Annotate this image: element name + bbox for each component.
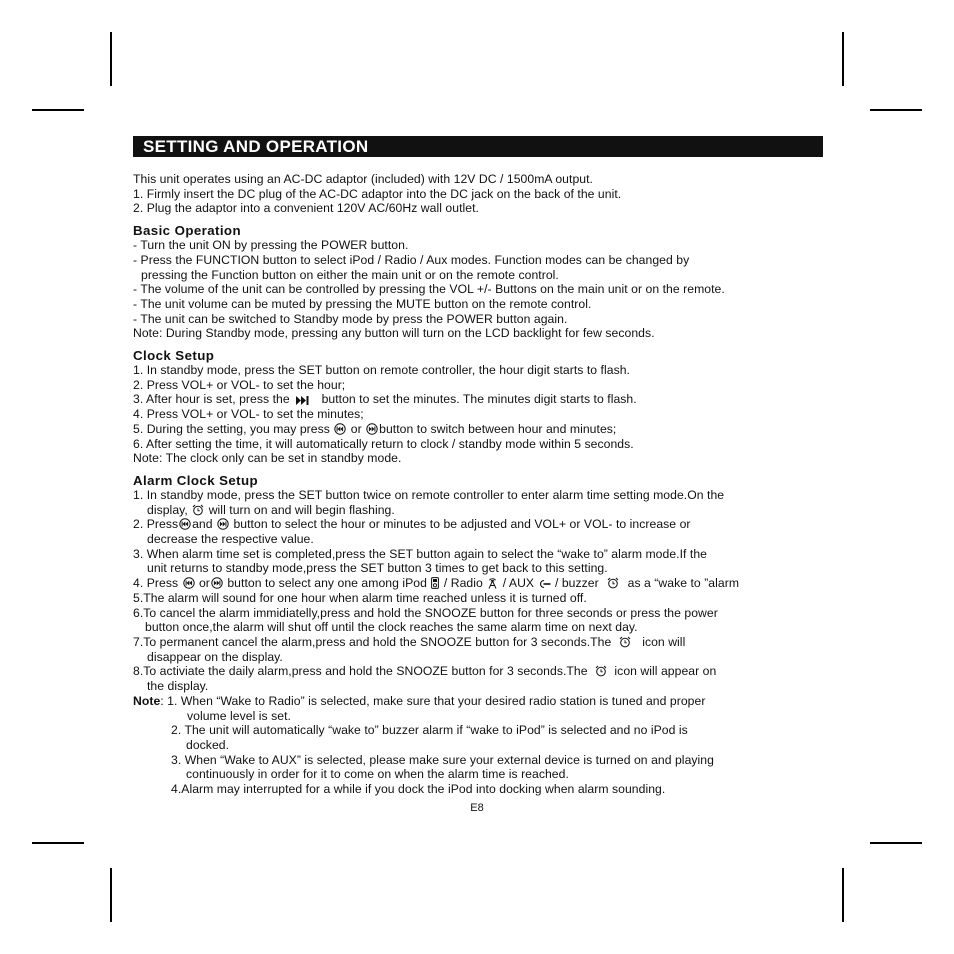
crop-mark-top-right-horizontal (870, 109, 922, 111)
alarm-line: decrease the respective value. (147, 532, 314, 547)
clock-text: button to switch between hour and minutes; (379, 421, 617, 436)
alarm-line (133, 635, 823, 650)
crop-mark-top-left-horizontal (32, 109, 84, 111)
alarm-text: display, (147, 502, 188, 517)
basic-line: pressing the Function button on either the main unit or on the remote control. (141, 267, 559, 282)
alarm-text: button to select any one among iPod (227, 576, 427, 591)
note-line: 2. The unit will automatically “wake to” buzzer alarm if “wake to iPod” is selected and no iPod is (171, 723, 688, 738)
skip-back-circle-icon (334, 423, 346, 435)
skip-forward-circle-icon (211, 577, 223, 589)
alarm-clock-icon (595, 665, 607, 677)
note-line: 3. When “Wake to AUX” is selected, please make sure your external device is turned on and playing (171, 752, 714, 767)
alarm-text: 7.To permanent cancel the alarm,press and hold the SNOOZE button for 3 seconds.The (133, 634, 612, 649)
crop-mark-bottom-right-vertical (842, 868, 844, 922)
basic-line: - Turn the unit ON by pressing the POWER button. (133, 238, 409, 253)
skip-forward-circle-icon (217, 518, 229, 530)
alarm-line (133, 517, 823, 532)
crop-mark-top-left-vertical (110, 32, 112, 86)
alarm-text: 8.To activiate the daily alarm,press and hold the SNOOZE button for 3 seconds.The (133, 664, 588, 679)
clock-setup-block (133, 363, 823, 466)
alarm-line: disappear on the display. (147, 649, 283, 664)
alarm-text: / Radio (443, 576, 483, 591)
basic-line: - The volume of the unit can be controlled by pressing the VOL +/- Buttons on the main unit or on the remote. (133, 282, 725, 297)
alarm-setup-block (133, 488, 823, 694)
alarm-line (133, 503, 823, 518)
alarm-text: icon will appear on (614, 664, 717, 679)
alarm-text: icon will (642, 634, 686, 649)
clock-line (133, 422, 823, 437)
note-label: Note (133, 693, 161, 708)
clock-text: 3. After hour is set, press the (133, 392, 290, 407)
clock-line: 1. In standby mode, press the SET button on remote controller, the hour digit starts to flash. (133, 363, 630, 378)
basic-note: Note: During Standby mode, pressing any button will turn on the LCD backlight for few seconds. (133, 326, 655, 341)
section-header-bar (133, 136, 823, 157)
basic-operation-heading: Basic Operation (133, 223, 241, 239)
alarm-text: 4. Press (133, 576, 179, 591)
note-line: 4.Alarm may interrupted for a while if you dock the iPod into docking when alarm sounding. (171, 782, 666, 797)
basic-line: - Press the FUNCTION button to select iPod / Radio / Aux modes. Function modes can be changed by (133, 252, 690, 267)
clock-setup-heading: Clock Setup (133, 348, 215, 364)
alarm-line: 1. In standby mode, press the SET button twice on remote controller to enter alarm time setting mode.On the (133, 487, 725, 502)
alarm-line (133, 576, 823, 591)
basic-operation-block (133, 238, 823, 341)
alarm-text: as a “wake to ”alarm (627, 576, 740, 591)
intro-line: This unit operates using an AC-DC adaptor (included) with 12V DC / 1500mA output. (133, 172, 593, 186)
alarm-line: 5.The alarm will sound for one hour when alarm time reached unless it is turned off. (133, 590, 587, 605)
page-number: E8 (470, 802, 484, 814)
clock-text: 5. During the setting, you may press (133, 421, 330, 436)
intro-block (133, 172, 823, 216)
intro-line: 1. Firmly insert the DC plug of the AC-DC adaptor into the DC jack on the back of the unit. (133, 186, 622, 201)
note-line: docked. (186, 737, 230, 752)
note-line (133, 694, 823, 709)
skip-back-circle-icon (183, 577, 195, 589)
note-line: volume level is set. (187, 708, 291, 723)
skip-forward-circle-icon (366, 423, 378, 435)
clock-note: Note: The clock only can be set in standby mode. (133, 451, 402, 466)
skip-back-circle-icon (179, 518, 191, 530)
crop-mark-top-right-vertical (842, 32, 844, 86)
clock-line: 6. After setting the time, it will automatically return to clock / standby mode within 5 seconds. (133, 436, 634, 451)
aux-plug-icon (539, 579, 551, 589)
alarm-line: unit returns to standby mode,press the SET button 3 times to get back to this setting. (147, 561, 608, 576)
alarm-text: or (198, 576, 210, 591)
alarm-text: 2. Press (133, 517, 179, 532)
manual-content (133, 172, 823, 797)
alarm-text: and (192, 517, 213, 532)
section-title: SETTING AND OPERATION (143, 137, 369, 156)
intro-line: 2. Plug the adaptor into a convenient 120V AC/60Hz wall outlet. (133, 201, 479, 216)
clock-line: 4. Press VOL+ or VOL- to set the minutes; (133, 407, 364, 422)
radio-antenna-icon (487, 577, 498, 589)
crop-mark-bottom-left-vertical (110, 868, 112, 922)
alarm-clock-icon (619, 636, 631, 648)
alarm-line: 6.To cancel the alarm immidiatelly,press and hold the SNOOZE button for three seconds or press the power (133, 605, 718, 620)
alarm-line: 3. When alarm time set is completed,press the SET button again to select the “wake to” alarm mode.If the (133, 546, 707, 561)
alarm-text: will turn on and will begin flashing. (208, 502, 395, 517)
crop-mark-bottom-left-horizontal (32, 842, 84, 844)
alarm-text: button to select the hour or minutes to be adjusted and VOL+ or VOL- to increase or (233, 517, 691, 532)
skip-forward-icon (296, 396, 310, 405)
basic-line: - The unit volume can be muted by pressing the MUTE button on the remote control. (133, 296, 592, 311)
crop-mark-bottom-right-horizontal (870, 842, 922, 844)
clock-line: 2. Press VOL+ or VOL- to set the hour; (133, 377, 346, 392)
alarm-line: the display. (147, 679, 209, 694)
note-line: continuously in order for it to come on when the alarm time is reached. (186, 767, 569, 782)
clock-line (133, 392, 823, 407)
alarm-setup-heading: Alarm Clock Setup (133, 472, 259, 488)
note-text: : 1. When “Wake to Radio” is selected, make sure that your desired radio station is tuned and proper (160, 693, 706, 708)
clock-text: or (350, 421, 362, 436)
alarm-line: button once,the alarm will shut off until the clock reaches the same alarm time on next day. (145, 620, 638, 635)
alarm-text: / buzzer (554, 576, 599, 591)
basic-line: - The unit can be switched to Standby mode by press the POWER button again. (133, 311, 568, 326)
notes-block (133, 694, 823, 797)
alarm-line (133, 664, 823, 679)
alarm-clock-icon (607, 577, 619, 589)
alarm-clock-icon (192, 504, 204, 516)
ipod-icon (431, 577, 439, 589)
alarm-text: / AUX (502, 576, 535, 591)
clock-text: button to set the minutes. The minutes digit starts to flash. (321, 392, 637, 407)
